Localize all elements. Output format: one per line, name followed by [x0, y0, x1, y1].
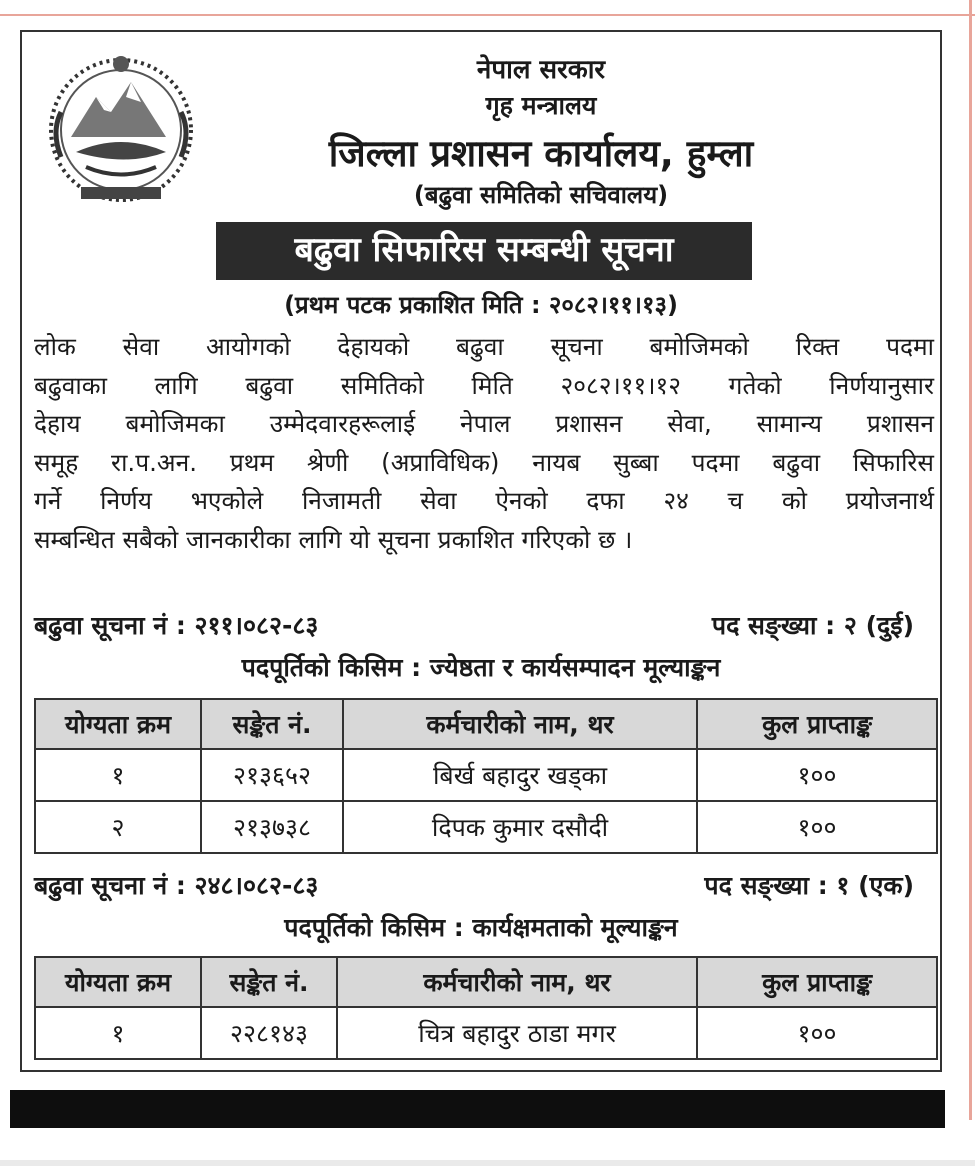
cell-total-marks: १००	[697, 749, 937, 801]
col-total-marks: कुल प्राप्ताङ्क	[697, 957, 937, 1007]
cell-code-no: २२८१४३	[201, 1007, 337, 1059]
body-line: बढुवाका लागि बढुवा समितिको मिति २०८२।११।१२ गतेको निर्णयानुसार	[34, 370, 934, 400]
table-header-row	[35, 699, 937, 749]
body-line: समूह रा.प.अन. प्रथम श्रेणी (अप्राविधिक) नायब सुब्बा पदमा बढुवा सिफारिस	[34, 447, 934, 477]
notice-1-table	[34, 698, 938, 854]
notice-2-fulfillment-type: पदपूर्तिको किसिम : कार्यक्षमताको मूल्याङ्कन	[284, 913, 678, 942]
cell-employee-name: बिर्ख बहादुर खड्का	[343, 749, 697, 801]
cell-code-no: २१३७३८	[201, 801, 343, 853]
secretariat-name: (बढुवा समितिको सचिवालय)	[413, 181, 669, 209]
table-row	[35, 749, 937, 801]
col-employee-name: कर्मचारीको नाम, थर	[337, 957, 697, 1007]
cell-employee-name: चित्र बहादुर ठाडा मगर	[337, 1007, 697, 1059]
notice-2-post-count: पद सङ्ख्या : १ (एक)	[704, 871, 914, 900]
notice-body	[34, 328, 934, 559]
table-row	[35, 1007, 937, 1059]
cell-code-no: २१३६५२	[201, 749, 343, 801]
notice-2-table	[34, 956, 938, 1060]
cell-total-marks: १००	[697, 801, 937, 853]
government-name: नेपाल सरकार	[476, 55, 606, 85]
notice-title: बढुवा सिफारिस सम्बन्धी सूचना	[216, 222, 752, 280]
bottom-divider	[0, 1160, 975, 1166]
bottom-black-bar	[10, 1090, 945, 1128]
col-code-no: सङ्केत नं.	[201, 957, 337, 1007]
page-edge-top	[0, 14, 975, 16]
body-line: लोक सेवा आयोगको देहायको बढुवा सूचना बमोजिमको रिक्त पदमा	[34, 332, 934, 361]
notice-1-fulfillment-type: पदपूर्तिको किसिम : ज्येष्ठता र कार्यसम्पादन मूल्याङ्कन	[241, 653, 721, 682]
published-date: (प्रथम पटक प्रकाशित मिति : २०८२।११।१३)	[284, 291, 678, 319]
notice-1-number: बढुवा सूचना नं : २११।०८२-८३	[34, 611, 319, 640]
cell-merit-order: १	[35, 1007, 201, 1059]
notice-2-number: बढुवा सूचना नं : २४८।०८२-८३	[34, 871, 319, 900]
notice-1-post-count: पद सङ्ख्या : २ (दुई)	[711, 611, 914, 640]
col-total-marks: कुल प्राप्ताङ्क	[697, 699, 937, 749]
ministry-name: गृह मन्त्रालय	[485, 91, 597, 120]
page-edge-right	[969, 0, 972, 1120]
office-name: जिल्ला प्रशासन कार्यालय, हुम्ला	[328, 132, 754, 175]
col-code-no: सङ्केत नं.	[201, 699, 343, 749]
col-merit-order: योग्यता क्रम	[35, 957, 201, 1007]
cell-merit-order: २	[35, 801, 201, 853]
table-row	[35, 801, 937, 853]
col-employee-name: कर्मचारीको नाम, थर	[343, 699, 697, 749]
notice-box	[20, 30, 942, 1072]
cell-merit-order: १	[35, 749, 201, 801]
body-line: गर्ने निर्णय भएकोले निजामती सेवा ऐनको दफा २४ च को प्रयोजनार्थ	[34, 486, 934, 515]
body-line: देहाय बमोजिमका उम्मेदवारहरूलाई नेपाल प्रशासन सेवा, सामान्य प्रशासन	[34, 409, 934, 438]
body-line: सम्बन्धित सबैको जानकारीका लागि यो सूचना प्रकाशित गरिएको छ ।	[34, 524, 633, 554]
cell-employee-name: दिपक कुमार दसौदी	[343, 801, 697, 853]
cell-total-marks: १००	[697, 1007, 937, 1059]
col-merit-order: योग्यता क्रम	[35, 699, 201, 749]
table-header-row	[35, 957, 937, 1007]
